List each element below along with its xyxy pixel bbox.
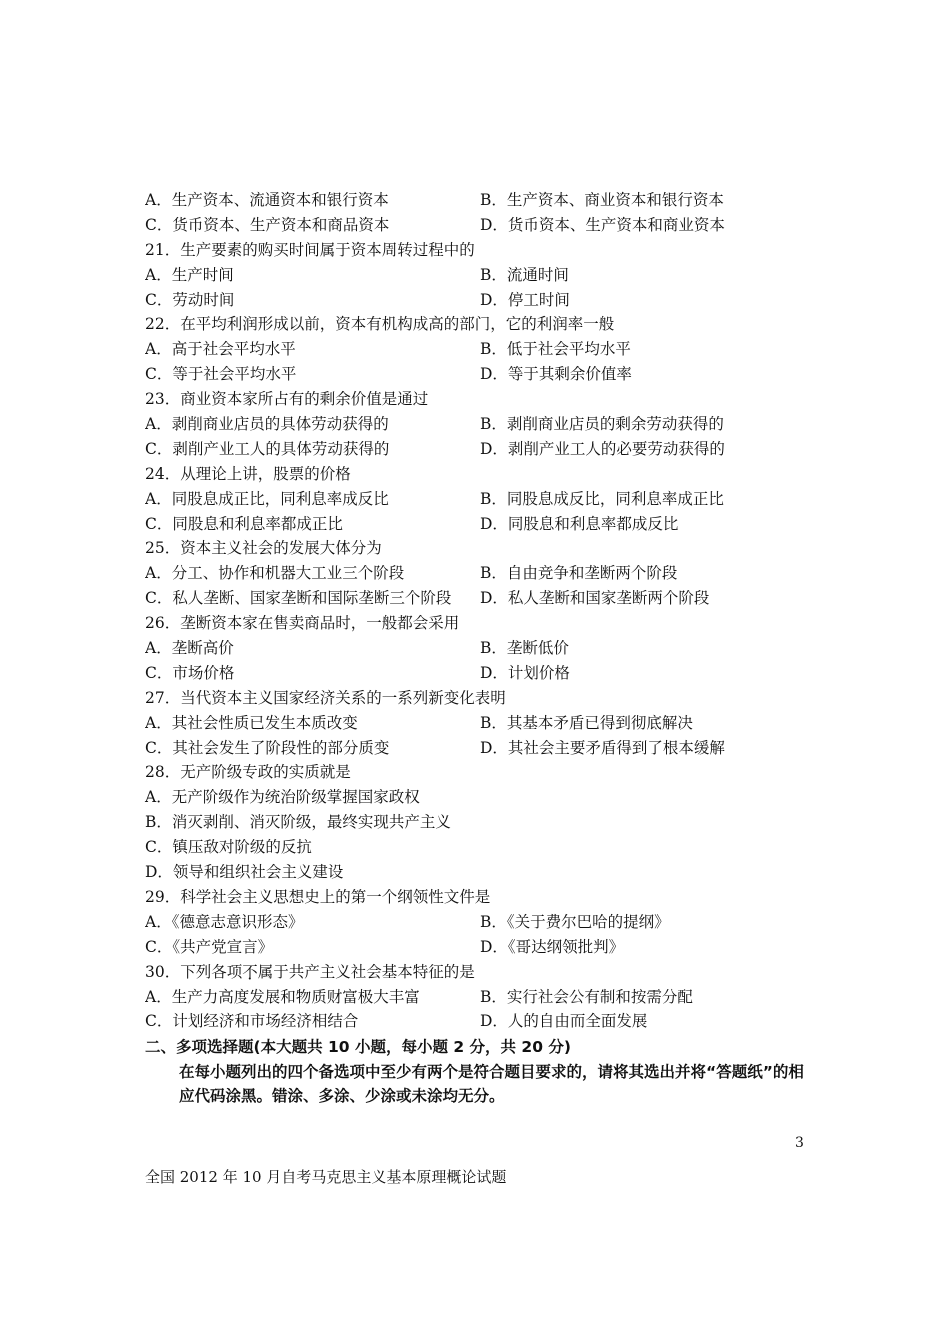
option-row [145, 935, 815, 960]
question-line [145, 810, 815, 835]
question-line [145, 860, 815, 885]
option-row [145, 512, 815, 537]
section-2-instruction: 在每小题列出的四个备选项中至少有两个是符合题目要求的，请将其选出并将“答题纸”的相应代码涂黑。错涂、多涂、少涂或未涂均无分。 [179, 1063, 804, 1106]
option-row [145, 412, 815, 437]
option-b: B．流通时间 [480, 265, 569, 284]
option-a: C．计划经济和市场经济相结合 [145, 1012, 359, 1031]
option-row [145, 437, 815, 462]
question-line [145, 785, 815, 810]
question-line [145, 760, 815, 785]
option-row [145, 487, 815, 512]
option-b: B．生产资本、商业资本和银行资本 [480, 191, 724, 209]
question-line [145, 611, 815, 636]
option-b: B．《关于费尔巴哈的提纲》 [480, 912, 670, 931]
option-b: D．货币资本、生产资本和商业资本 [480, 215, 725, 234]
question-30-options [145, 985, 815, 1035]
question-text: C．镇压敌对阶级的反抗 [145, 838, 312, 857]
option-a: C．私人垄断、国家垄断和国际垄断三个阶段 [145, 589, 452, 608]
question-30: 30．下列各项 不 · 属于共产主义社会基本特征的是 [145, 960, 815, 985]
option-a: A．生产资本、流通资本和银行资本 [145, 191, 389, 209]
option-row [145, 561, 815, 586]
question-line [145, 536, 815, 561]
option-a: A．剥削商业店员的具体劳动获得的 [145, 415, 389, 434]
option-b: B．同股息成反比，同利息率成正比 [480, 489, 724, 508]
option-row [145, 985, 815, 1010]
question-list [145, 188, 815, 960]
option-a: C．市场价格 [145, 663, 235, 682]
question-text: 25．资本主义社会的发展大体分为 [145, 539, 382, 558]
option-a: C．等于社会平均水平 [145, 365, 297, 384]
option-b: D．同股息和利息率都成反比 [480, 514, 679, 533]
option-b: B．实行社会公有制和按需分配 [480, 987, 693, 1006]
question-text: 23．商业资本家所占有的剩余价值是通过 [145, 390, 429, 409]
question-text: 28．无产阶级专政的实质就是 [145, 763, 351, 782]
option-row [145, 337, 815, 362]
option-a: A．生产力高度发展和物质财富极大丰富 [145, 987, 420, 1006]
option-row [145, 263, 815, 288]
option-a: A．高于社会平均水平 [145, 340, 296, 359]
question-text: A．无产阶级作为统治阶级掌握国家政权 [145, 788, 420, 807]
option-row [145, 188, 815, 213]
option-a: A．分工、协作和机器大工业三个阶段 [145, 564, 405, 583]
option-a: C．货币资本、生产资本和商品资本 [145, 215, 390, 234]
option-row [145, 1009, 815, 1034]
option-row [145, 288, 815, 313]
option-row [145, 661, 815, 686]
question-text: 26．垄断资本家在售卖商品时，一般都会采用 [145, 614, 460, 633]
option-a: C．剥削产业工人的具体劳动获得的 [145, 439, 390, 458]
option-row [145, 736, 815, 761]
page-number: 3 [795, 1135, 804, 1151]
question-text: 29．科学社会主义思想史上的第一个纲领性文件是 [145, 887, 491, 906]
option-b: D．等于其剩余价值率 [480, 365, 632, 384]
option-b: D．私人垄断和国家垄断两个阶段 [480, 589, 710, 608]
question-line [145, 835, 815, 860]
option-a: C．其社会发生了阶段性的部分质变 [145, 738, 390, 757]
option-b: B．自由竞争和垄断两个阶段 [480, 564, 678, 583]
emphasis-dotted-char: 不 · [242, 960, 258, 985]
option-row [145, 362, 815, 387]
option-a: A．生产时间 [145, 265, 234, 284]
question-text: B．消灭剥削、消灭阶级，最终实现共产主义 [145, 813, 451, 832]
option-a: C．同股息和利息率都成正比 [145, 514, 343, 533]
option-a: C．劳动时间 [145, 290, 235, 309]
option-b: D．剥削产业工人的必要劳动获得的 [480, 439, 725, 458]
option-row [145, 910, 815, 935]
option-row [145, 636, 815, 661]
question-line [145, 312, 815, 337]
question-text: 22．在平均利润形成以前，资本有机构成高的部门，它的利润率一般 [145, 315, 615, 334]
option-b: B．其基本矛盾已得到彻底解决 [480, 713, 693, 732]
option-b: D．《哥达纲领批判》 [480, 937, 625, 956]
question-text: 27．当代资本主义国家经济关系的一系列新变化表明 [145, 688, 506, 707]
footer-title: 全国 2012 年 10 月自考马克思主义基本原理概论试题 [145, 1168, 507, 1186]
option-row [145, 213, 815, 238]
option-b: B．低于社会平均水平 [480, 340, 631, 359]
question-line [145, 238, 815, 263]
option-b: B．垄断低价 [480, 639, 569, 658]
option-a: A．其社会性质已发生本质改变 [145, 713, 358, 732]
option-row [145, 586, 815, 611]
question-line [145, 387, 815, 412]
question-text: D．领导和组织社会主义建设 [145, 863, 344, 882]
option-a: A．同股息成正比，同利息率成反比 [145, 489, 389, 508]
option-b: D．人的自由而全面发展 [480, 1012, 648, 1031]
question-line [145, 462, 815, 487]
option-a: C．《共产党宣言》 [145, 937, 274, 956]
option-b: D．计划价格 [480, 663, 570, 682]
option-a: A．《德意志意识形态》 [145, 912, 304, 931]
option-a: A．垄断高价 [145, 639, 234, 658]
question-text: 21．生产要素的购买时间属于资本周转过程中的 [145, 240, 475, 259]
question-line [145, 686, 815, 711]
option-b: D．其社会主要矛盾得到了根本缓解 [480, 738, 725, 757]
option-b: B．剥削商业店员的剩余劳动获得的 [480, 415, 724, 434]
option-row [145, 711, 815, 736]
question-line [145, 885, 815, 910]
section-2-heading: 二、多项选择题(本大题共 10 小题，每小题 2 分，共 20 分) [145, 1038, 571, 1057]
exam-content [145, 188, 815, 1108]
question-text: 24．从理论上讲，股票的价格 [145, 464, 351, 483]
option-b: D．停工时间 [480, 290, 570, 309]
